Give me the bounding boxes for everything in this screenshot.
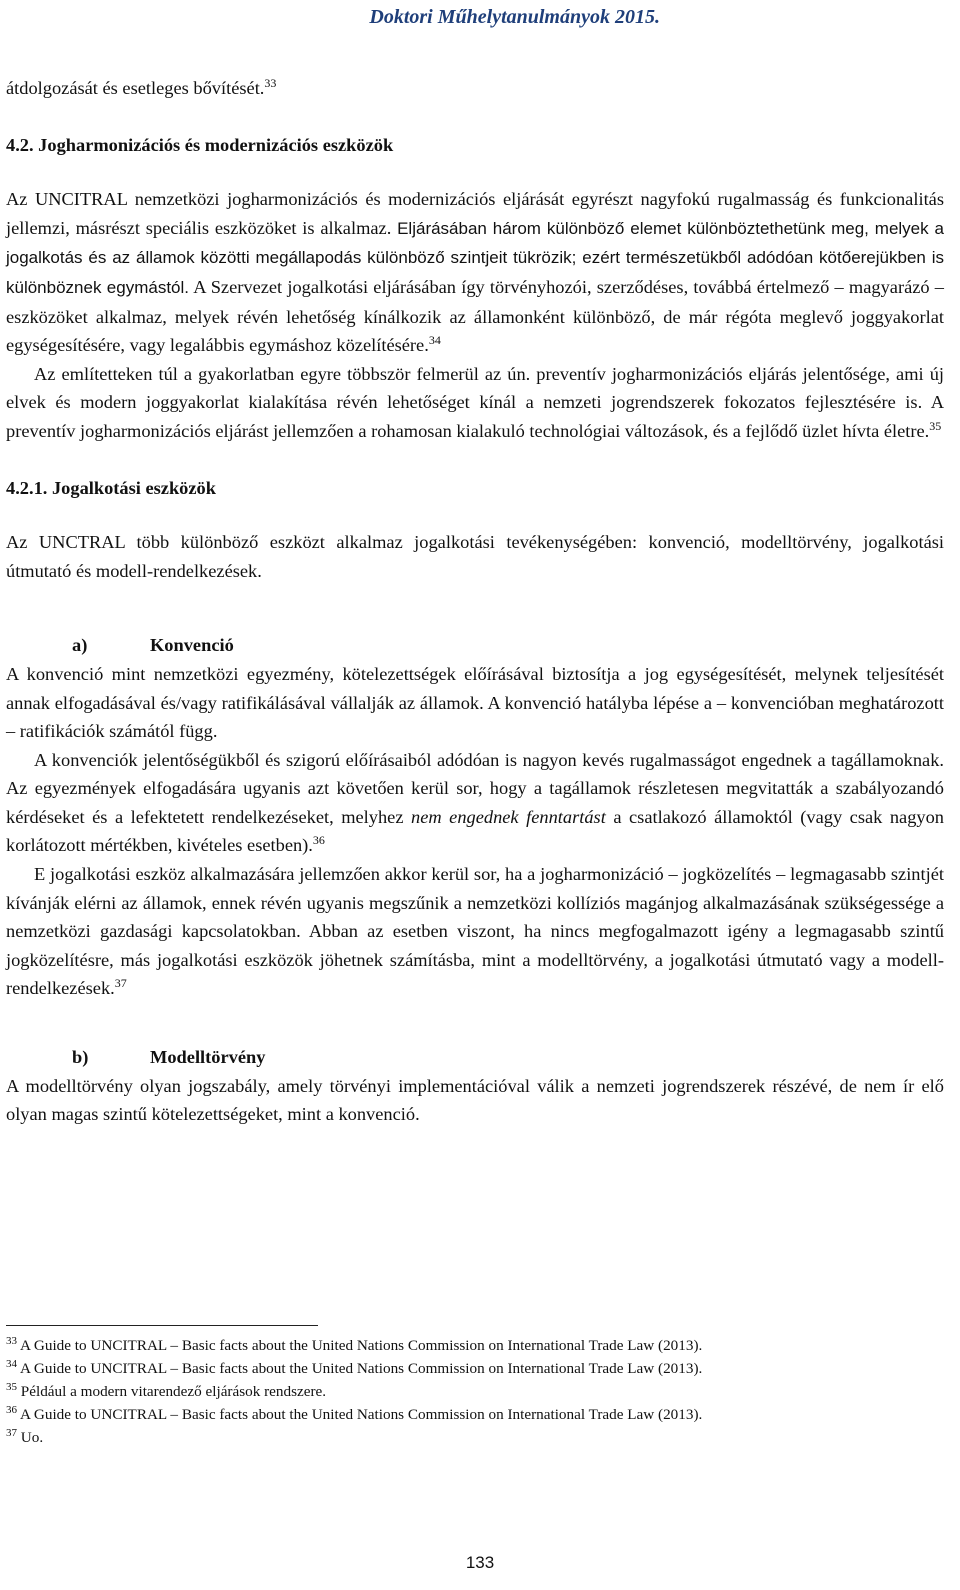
emphasis-text: nem engednek fenntartást xyxy=(411,806,606,827)
footnote-ref-36[interactable]: 36 xyxy=(312,833,325,848)
main-content xyxy=(6,74,944,1129)
footnote-33 xyxy=(6,1334,944,1357)
footnote-text: A Guide to UNCITRAL – Basic facts about the United Nations Commission on International Trade Law (2013). xyxy=(19,1337,703,1354)
footnote-35 xyxy=(6,1380,944,1403)
page-number: 133 xyxy=(465,1553,495,1572)
footnote-36 xyxy=(6,1403,944,1426)
section-4-2-paragraph-2 xyxy=(6,360,944,446)
footnote-ref-33[interactable]: 33 xyxy=(264,75,277,90)
subheading-modelltorveny xyxy=(6,1043,944,1072)
paragraph-text: Az UNCITRAL nemzetközi jogharmonizációs és modernizációs eljárását egyrészt nagyfokú rugalmasság és funkcionalitás jellemzi, másrészt speciális eszközöket is alkalmaz. xyxy=(6,189,944,238)
section-heading-4-2: 4.2. Jogharmonizációs és modernizációs eszközök xyxy=(6,134,394,155)
footnotes xyxy=(6,1325,944,1449)
paragraph-text: a csatlakozó államoktól (vagy csak nagyon korlátozott mértékben, kivételes esetben). xyxy=(6,806,944,856)
footnote-37 xyxy=(6,1426,944,1449)
paragraph-text: A konvenciók jelentőségükből és szigorú előírásaiból adódóan is nagyon kevés rugalmasságot engednek a tagállamoknak. Az egyezmények elfogadására ugyanis azt követően kerül sor, hogy a tagállamok részletesen megvitatták a szabályozandó kérdéseket és a lefektetett rendelkezéseket, melyhez xyxy=(6,749,944,827)
paragraph-text-sans: Eljárásában három különböző elemet különböztethetünk meg, melyek a jogalkotás és az államok közötti megállapodás különböző szintjeit tükrözik; ezért természetükből adódóan kötőerejükben is különböznek egymástól. xyxy=(6,218,944,297)
konvencio-paragraph-3 xyxy=(6,860,944,1003)
footnote-divider xyxy=(6,1325,318,1326)
footnote-number: 36 xyxy=(6,1403,17,1416)
subheading-konvencio xyxy=(6,631,944,660)
footnote-text: Uo. xyxy=(20,1429,44,1446)
section-4-2-paragraph-1 xyxy=(6,185,944,360)
paragraph-text: A Szervezet jogalkotási eljárásában így törvényhozói, szerződéses, továbbá értelmező – magyarázó – eszközöket alkalmaz, melyek révén lehetőség kínálkozik az államonként különböző, de már régóta meglevő joggyakorlat egységesítésére, vagy legalábbis egymáshoz közelítésére. xyxy=(6,276,944,356)
footnote-number: 34 xyxy=(6,1357,17,1370)
footnote-text: Például a modern vitarendező eljárások rendszere. xyxy=(20,1383,327,1400)
footnote-text: A Guide to UNCITRAL – Basic facts about the United Nations Commission on International Trade Law (2013). xyxy=(19,1360,703,1377)
footnote-ref-37[interactable]: 37 xyxy=(114,976,127,991)
section-heading-4-2-1: 4.2.1. Jogalkotási eszközök xyxy=(6,477,216,498)
subheading-letter: a) xyxy=(72,635,88,656)
intro-line xyxy=(6,74,944,103)
konvencio-paragraph-1: A konvenció mint nemzetközi egyezmény, kötelezettségek előírásával biztosítja a jog egységesítését, melynek teljesítését annak elfogadásával és/vagy ratifikálásával vállalják az államok. A konvenció hatályba lépése a – konvencióban meghatározott – ratifikációk számától függ. xyxy=(6,663,944,742)
paragraph-text: Az említetteken túl a gyakorlatban egyre többször felmerül az ún. preventív jogharmonizációs eljárás jelentősége, ami új elvek és modern joggyakorlat kialakítása révén lehetőséget kínál a nemzeti jogrendszerek fokozatos fejlesztésére is. A preventív jogharmonizációs eljárást jellemzően a rohamosan kialakuló technológiai változások, és a fejlődő üzlet hívta életre. xyxy=(6,363,944,441)
konvencio-paragraph-2 xyxy=(6,746,944,860)
subheading-title: Modelltörvény xyxy=(150,1047,266,1068)
footnote-ref-35[interactable]: 35 xyxy=(929,418,942,433)
modelltorveny-paragraph-1: A modelltörvény olyan jogszabály, amely törvényi implementációval válik a nemzeti jogrendszerek részévé, de nem ír elő olyan magas szintű kötelezettségeket, mint a konvenció. xyxy=(6,1075,944,1125)
running-header: Doktori Műhelytanulmányok 2015. xyxy=(369,6,660,28)
section-4-2-1-paragraph: Az UNCTRAL több különböző eszközt alkalmaz jogalkotási tevékenységében: konvenció, modelltörvény, jogalkotási útmutató és modell-rendelkezések. xyxy=(6,532,944,581)
intro-text: átdolgozását és esetleges bővítését. xyxy=(6,78,265,98)
paragraph-text: E jogalkotási eszköz alkalmazására jellemzően akkor kerül sor, ha a jogharmonizáció – jogközelítés – legmagasabb szintjét kívánják elérni az államok, ennek révén ugyanis megszűnik a nemzetközi kollíziós magánjog alkalmazásának szükségessége a nemzetközi gazdasági kapcsolatokban. Abban az esetben viszont, ha nincs megfogalmazott igény a legmagasabb szintű jogközelítésre, más jogalkotási eszközök jöhetnek számításba, mint a modelltörvény, a jogalkotási útmutató vagy a modell-rendelkezések. xyxy=(6,864,944,999)
subheading-title: Konvenció xyxy=(150,635,234,656)
footnote-text: A Guide to UNCITRAL – Basic facts about the United Nations Commission on International Trade Law (2013). xyxy=(19,1406,703,1423)
footnote-number: 33 xyxy=(6,1334,17,1347)
footnote-34 xyxy=(6,1357,944,1380)
footnote-number: 35 xyxy=(6,1380,17,1393)
subheading-letter: b) xyxy=(72,1047,89,1068)
footnote-number: 37 xyxy=(6,1426,17,1439)
footnote-ref-34[interactable]: 34 xyxy=(428,333,441,348)
